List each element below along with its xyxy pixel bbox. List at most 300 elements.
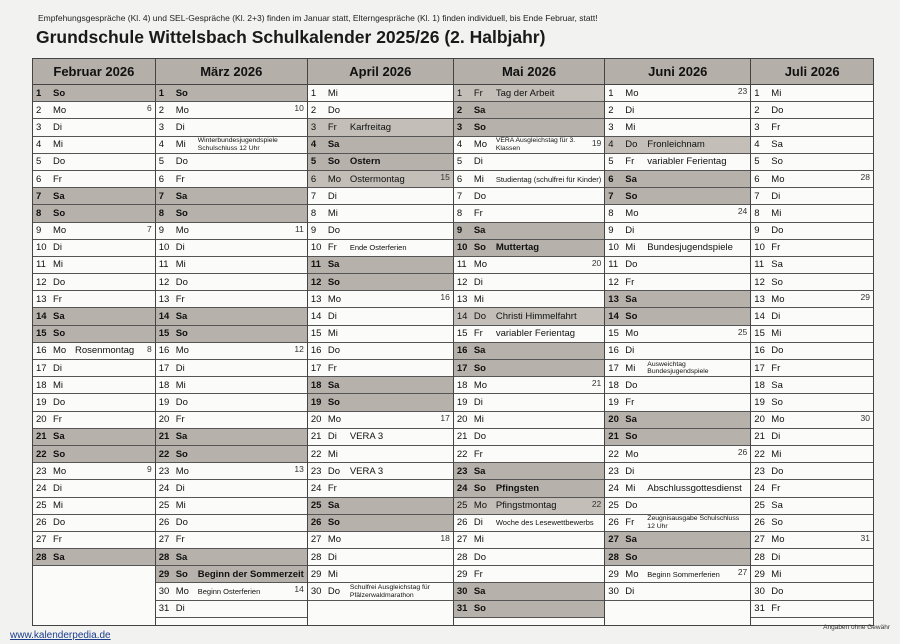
weekday: Mo [175, 586, 189, 598]
day-row [751, 601, 873, 618]
weekday: So [771, 276, 783, 288]
day-row [454, 480, 604, 497]
day-number: 7 [158, 190, 165, 202]
day-number: 2 [608, 104, 614, 116]
day-event: Tag der Arbeit [495, 87, 555, 99]
week-number: 20 [591, 257, 602, 268]
day-number: 5 [456, 156, 463, 168]
weekday: Di [473, 156, 483, 168]
week-number: 21 [591, 378, 602, 389]
weekday: Di [327, 311, 337, 323]
weekday: Mi [53, 379, 64, 391]
day-row [156, 412, 307, 429]
weekday: Di [771, 551, 781, 563]
month-header: Juli 2026 [751, 59, 873, 85]
week-number: 6 [146, 103, 152, 114]
day-number: 15 [456, 328, 468, 340]
day-number: 9 [36, 225, 42, 237]
day-number: 24 [608, 482, 619, 494]
day-number: 27 [36, 534, 47, 546]
day-row [605, 360, 750, 377]
weekday: So [327, 276, 340, 288]
day-number: 27 [310, 534, 322, 546]
day-number: 27 [456, 534, 468, 546]
day-number: 3 [456, 121, 463, 133]
day-row [605, 515, 750, 532]
day-row [33, 326, 155, 343]
day-row [751, 463, 873, 480]
day-number: 29 [310, 568, 322, 580]
weekday: Sa [53, 551, 65, 563]
day-number: 31 [456, 603, 468, 615]
weekday: Do [625, 379, 638, 391]
weekday: Mi [175, 259, 186, 271]
day-number: 6 [36, 173, 42, 185]
day-row [454, 377, 604, 394]
day-number: 11 [456, 259, 467, 271]
weekday: Di [327, 190, 337, 202]
weekday: Fr [53, 173, 62, 185]
day-row [605, 566, 750, 583]
day-row [454, 498, 604, 515]
weekday: Fr [327, 242, 337, 254]
day-row [308, 119, 453, 136]
day-row [454, 205, 604, 222]
day-row [454, 429, 604, 446]
weekday: Di [327, 551, 337, 563]
day-row [454, 583, 604, 600]
day-number: 9 [158, 225, 165, 237]
weekday: Sa [53, 311, 65, 323]
weekday: Mo [53, 345, 67, 357]
header-note: Empfehungsgespräche (Kl. 4) und SEL-Gespräche (Kl. 2+3) finden im Januar statt, Elterngespräche (Kl. 1) finden individuell, bis Ende Februar, statt! [38, 13, 598, 23]
day-number: 11 [310, 259, 321, 271]
day-number: 7 [36, 190, 42, 202]
weekday: Do [327, 225, 340, 237]
day-number: 17 [36, 362, 47, 374]
day-number: 19 [754, 396, 765, 408]
day-number: 11 [754, 259, 765, 271]
day-row [33, 515, 155, 532]
day-row [156, 291, 307, 308]
day-row [33, 429, 155, 446]
day-number: 2 [310, 104, 317, 116]
weekday: Sa [771, 259, 783, 271]
weekday: Mi [625, 362, 636, 374]
day-row [308, 583, 453, 600]
day-number: 22 [456, 448, 468, 460]
day-row [454, 119, 604, 136]
weekday: Mi [625, 121, 636, 133]
weekday: Mo [473, 500, 488, 512]
day-event: Pfingstmontag [495, 500, 557, 512]
day-row [308, 171, 453, 188]
day-number: 28 [36, 551, 47, 563]
day-number: 3 [608, 121, 614, 133]
day-row [156, 377, 307, 394]
weekday: Fr [175, 173, 185, 185]
day-number: 24 [310, 482, 322, 494]
day-row [33, 360, 155, 377]
weekday: Sa [473, 104, 486, 116]
day-row [308, 343, 453, 360]
day-event: Abschlussgottesdienst [647, 482, 742, 494]
day-row [751, 566, 873, 583]
day-row [605, 412, 750, 429]
month-header: Februar 2026 [33, 59, 155, 85]
day-row [454, 274, 604, 291]
day-number: 19 [36, 396, 47, 408]
weekday: Fr [327, 362, 337, 374]
day-row [605, 583, 750, 600]
day-number: 16 [754, 345, 765, 357]
day-number: 7 [310, 190, 317, 202]
day-number: 31 [754, 603, 765, 615]
day-row [33, 498, 155, 515]
month-column [751, 59, 873, 625]
day-event: Schulfrei Ausgleichstag für Pfälzerwaldmarathon [349, 584, 430, 599]
day-row [33, 446, 155, 463]
weekday: Mi [771, 328, 782, 340]
day-number: 17 [456, 362, 468, 374]
day-row [156, 532, 307, 549]
day-row [156, 394, 307, 411]
weekday: Di [175, 482, 185, 494]
day-number: 16 [456, 345, 468, 357]
day-event: Pfingsten [495, 482, 540, 494]
day-number: 2 [754, 104, 760, 116]
day-row [156, 223, 307, 240]
day-event: Beginn der Sommerzeit [197, 568, 304, 580]
day-number: 6 [608, 173, 614, 185]
day-number: 20 [36, 414, 47, 426]
weekday: Di [625, 104, 635, 116]
day-number: 13 [456, 293, 468, 305]
weekday: Mo [473, 139, 488, 151]
day-number: 29 [456, 568, 468, 580]
day-row [308, 360, 453, 377]
day-number: 3 [310, 121, 317, 133]
weekday: Mo [53, 225, 67, 237]
day-row [454, 171, 604, 188]
weekday: Di [771, 311, 781, 323]
day-row [605, 274, 750, 291]
day-event: Studientag (schulfrei für Kinder) [495, 174, 602, 184]
day-number: 9 [456, 225, 463, 237]
day-number: 5 [310, 156, 317, 168]
day-number: 8 [608, 207, 614, 219]
disclaimer: Angaben ohne Gewähr [823, 624, 890, 631]
day-row [33, 480, 155, 497]
weekday: Mo [625, 448, 639, 460]
weekday: Do [625, 500, 638, 512]
day-number: 28 [310, 551, 322, 563]
day-row [308, 377, 453, 394]
weekday: Mo [473, 259, 488, 271]
day-row [605, 308, 750, 325]
day-number: 21 [608, 431, 619, 443]
day-row [605, 549, 750, 566]
day-row [751, 291, 873, 308]
day-row [308, 463, 453, 480]
day-row [308, 480, 453, 497]
weekday: Fr [473, 87, 483, 99]
day-number: 13 [754, 293, 765, 305]
day-number: 28 [608, 551, 619, 563]
day-event: Christi Himmelfahrt [495, 311, 577, 323]
weekday: Sa [625, 293, 637, 305]
week-number: 26 [737, 446, 748, 457]
day-row [308, 205, 453, 222]
week-number: 17 [440, 412, 450, 423]
day-row [156, 257, 307, 274]
weekday: Do [327, 465, 340, 477]
day-row [308, 446, 453, 463]
day-row [33, 223, 155, 240]
day-event: Ende Osterferien [349, 243, 407, 253]
weekday: So [473, 121, 486, 133]
day-number: 2 [158, 104, 165, 116]
weekday: Mo [53, 465, 67, 477]
day-number: 10 [754, 242, 765, 254]
day-event: VERA Ausgleichstag für 3. Klassen [495, 137, 576, 152]
day-number: 17 [158, 362, 170, 374]
day-row [605, 223, 750, 240]
day-number: 1 [754, 87, 760, 99]
weekday: Do [175, 396, 188, 408]
month-header: Juni 2026 [605, 59, 750, 85]
day-row [605, 377, 750, 394]
weekday: So [175, 87, 188, 99]
day-number: 19 [310, 396, 322, 408]
day-row [605, 119, 750, 136]
day-row [33, 291, 155, 308]
day-number: 23 [456, 465, 468, 477]
source-link[interactable]: www.kalenderpedia.de [10, 630, 111, 641]
weekday: Fr [625, 156, 635, 168]
weekday: So [771, 396, 783, 408]
day-row [308, 102, 453, 119]
day-row [33, 394, 155, 411]
weekday: Do [53, 517, 66, 529]
weekday: So [327, 156, 340, 168]
weekday: So [625, 431, 638, 443]
day-number: 29 [158, 568, 170, 580]
day-row [156, 308, 307, 325]
weekday: Fr [53, 293, 62, 305]
month-header: April 2026 [308, 59, 453, 85]
weekday: So [771, 156, 783, 168]
weekday: Fr [771, 121, 781, 133]
day-event: Zeugnisausgabe Schulschluss 12 Uhr [647, 515, 740, 530]
day-row [605, 429, 750, 446]
day-number: 8 [310, 207, 317, 219]
weekday: Di [625, 225, 635, 237]
day-number: 26 [36, 517, 47, 529]
day-row [605, 532, 750, 549]
weekday: Mi [327, 448, 338, 460]
day-number: 2 [36, 104, 42, 116]
weekday: Mi [327, 207, 338, 219]
day-number: 14 [36, 311, 47, 323]
day-number: 3 [754, 121, 760, 133]
day-number: 11 [608, 259, 619, 271]
day-row [751, 119, 873, 136]
day-number: 8 [36, 207, 42, 219]
week-number: 9 [146, 464, 152, 475]
weekday: Sa [473, 586, 486, 598]
day-row [33, 463, 155, 480]
day-number: 26 [310, 517, 322, 529]
weekday: Fr [625, 517, 635, 529]
month-column [605, 59, 751, 625]
day-number: 18 [456, 379, 468, 391]
day-number: 10 [310, 242, 322, 254]
day-number: 23 [36, 465, 47, 477]
weekday: Mo [625, 328, 639, 340]
day-number: 1 [36, 87, 42, 99]
weekday: Mo [327, 173, 342, 185]
day-number: 17 [754, 362, 765, 374]
weekday: Do [473, 190, 486, 202]
weekday: Mo [625, 207, 639, 219]
day-row [156, 480, 307, 497]
weekday: Mo [175, 345, 189, 357]
weekday: Do [53, 276, 66, 288]
weekday: So [53, 87, 66, 99]
weekday: Fr [473, 207, 483, 219]
weekday: Do [625, 259, 638, 271]
day-number: 25 [158, 500, 170, 512]
day-number: 10 [456, 242, 468, 254]
day-number: 12 [310, 276, 322, 288]
day-number: 30 [608, 586, 619, 598]
day-row [33, 119, 155, 136]
day-number: 12 [36, 276, 47, 288]
week-number: 12 [294, 343, 304, 354]
day-number: 26 [754, 517, 765, 529]
weekday: Mi [327, 568, 338, 580]
weekday: Sa [175, 190, 188, 202]
weekday: Do [771, 465, 784, 477]
weekday: So [473, 242, 486, 254]
weekday: Sa [771, 379, 783, 391]
day-event: Ausweichtag Bundesjugendspiele [647, 360, 709, 376]
day-row [308, 240, 453, 257]
day-row [33, 343, 155, 360]
day-row [454, 326, 604, 343]
weekday: Sa [327, 379, 340, 391]
day-number: 17 [310, 362, 322, 374]
day-row [308, 566, 453, 583]
day-row [308, 274, 453, 291]
day-number: 20 [310, 414, 322, 426]
day-row [751, 154, 873, 171]
day-row [605, 137, 750, 154]
week-number: 22 [591, 498, 602, 509]
day-row [156, 326, 307, 343]
day-number: 18 [158, 379, 170, 391]
week-number: 16 [440, 292, 450, 303]
day-number: 1 [158, 87, 165, 99]
weekday: Mi [771, 568, 782, 580]
day-row [33, 257, 155, 274]
day-number: 21 [456, 431, 468, 443]
week-number: 28 [860, 171, 871, 182]
calendar-grid [32, 58, 874, 626]
day-event: variabler Ferientag [647, 156, 727, 168]
day-row [33, 549, 155, 566]
week-number: 13 [294, 464, 304, 475]
weekday: Mo [327, 534, 342, 546]
weekday: Do [53, 396, 66, 408]
weekday: Sa [771, 500, 783, 512]
day-number: 22 [36, 448, 47, 460]
day-number: 19 [608, 396, 619, 408]
day-number: 6 [456, 173, 463, 185]
day-number: 30 [158, 586, 170, 598]
day-row [156, 446, 307, 463]
weekday: Mo [771, 534, 785, 546]
day-row [156, 171, 307, 188]
week-number: 24 [737, 206, 748, 217]
weekday: Mi [473, 173, 484, 185]
weekday: Di [175, 603, 185, 615]
day-row [156, 360, 307, 377]
day-event: VERA 3 [349, 465, 384, 477]
weekday: Mi [771, 207, 782, 219]
day-number: 15 [310, 328, 322, 340]
day-number: 8 [754, 207, 760, 219]
day-row [605, 291, 750, 308]
day-row [751, 480, 873, 497]
day-number: 16 [310, 345, 322, 357]
weekday: Di [175, 242, 185, 254]
day-number: 14 [754, 311, 765, 323]
day-number: 4 [158, 139, 165, 151]
day-row [605, 343, 750, 360]
weekday: Fr [771, 242, 781, 254]
day-event: variabler Ferientag [495, 328, 576, 340]
weekday: Fr [53, 414, 62, 426]
weekday: Sa [771, 139, 783, 151]
day-event: VERA 3 [349, 431, 384, 443]
weekday: Fr [53, 534, 62, 546]
day-row [308, 498, 453, 515]
day-number: 4 [36, 139, 42, 151]
day-row [454, 566, 604, 583]
weekday: Mi [175, 500, 186, 512]
day-row [751, 429, 873, 446]
day-row [33, 188, 155, 205]
day-row [33, 240, 155, 257]
day-row [751, 205, 873, 222]
day-number: 8 [158, 207, 165, 219]
day-row [751, 498, 873, 515]
day-row [454, 291, 604, 308]
day-number: 22 [158, 448, 170, 460]
day-row [308, 85, 453, 102]
day-number: 13 [36, 293, 47, 305]
day-number: 1 [456, 87, 463, 99]
day-row [751, 446, 873, 463]
day-number: 29 [608, 568, 619, 580]
day-row [605, 171, 750, 188]
day-number: 17 [608, 362, 619, 374]
weekday: Mi [473, 414, 484, 426]
weekday: Sa [473, 225, 486, 237]
weekday: Fr [473, 568, 483, 580]
